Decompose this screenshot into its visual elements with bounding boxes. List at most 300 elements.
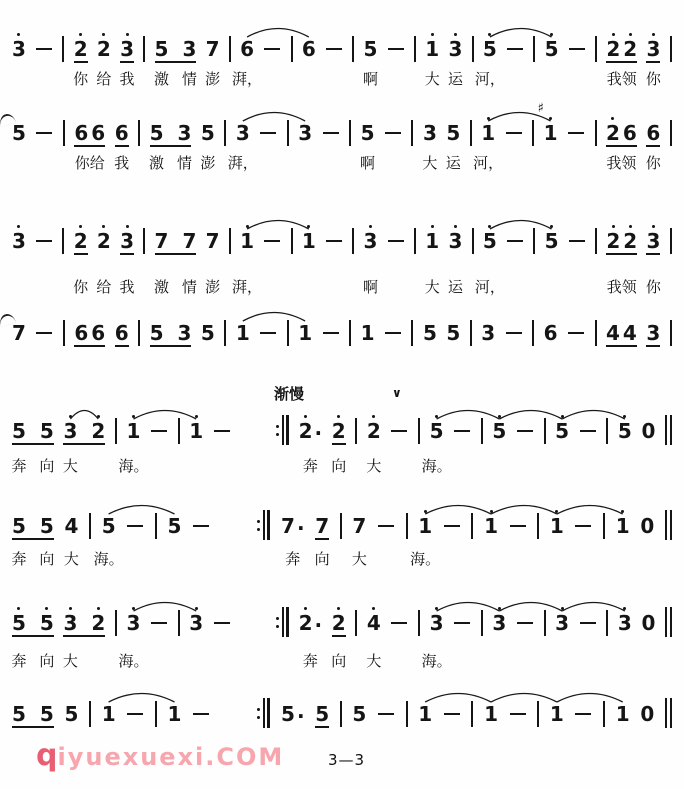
note-digit bbox=[12, 415, 26, 442]
beam-group bbox=[12, 510, 54, 540]
octave-dot-icon bbox=[45, 607, 48, 610]
beam-group bbox=[298, 117, 312, 147]
beam-group bbox=[64, 698, 78, 728]
note bbox=[299, 415, 323, 445]
note bbox=[201, 317, 215, 347]
note-digit bbox=[178, 317, 192, 344]
note-digit bbox=[332, 607, 346, 634]
note-group bbox=[155, 225, 197, 255]
beam-group bbox=[446, 317, 460, 347]
lyric-syllable: 大 bbox=[62, 652, 78, 670]
barline bbox=[138, 120, 140, 146]
tempo-label: 渐慢 bbox=[274, 385, 305, 403]
beam-group bbox=[364, 225, 378, 255]
digit: 3 bbox=[177, 321, 192, 345]
duration-dash bbox=[35, 317, 53, 347]
octave-dot-icon bbox=[550, 33, 553, 36]
final-barline bbox=[665, 698, 672, 728]
final-barline bbox=[665, 415, 672, 445]
octave-dot-icon bbox=[435, 607, 438, 610]
note bbox=[236, 117, 250, 147]
note bbox=[12, 117, 26, 147]
digit: 7 bbox=[154, 229, 169, 253]
digit: 6 bbox=[74, 321, 89, 345]
barline bbox=[89, 701, 91, 727]
note-digit bbox=[12, 33, 26, 60]
beam-group bbox=[367, 607, 381, 637]
barline bbox=[670, 320, 672, 346]
lyric-syllable: 澎 bbox=[200, 154, 216, 172]
duration-dash bbox=[377, 698, 395, 728]
duration-dash bbox=[579, 415, 597, 445]
lyric-syllable: 我 bbox=[114, 154, 130, 172]
octave-dot-icon bbox=[132, 607, 135, 610]
augmentation-dot: · bbox=[296, 704, 305, 728]
note bbox=[616, 510, 630, 540]
beam-group bbox=[367, 415, 381, 445]
octave-dot-icon bbox=[561, 415, 564, 418]
music-line-7 bbox=[12, 599, 672, 672]
music-line-1 bbox=[12, 25, 672, 91]
digit: 4 bbox=[366, 611, 381, 635]
octave-dot-icon bbox=[435, 415, 438, 418]
digit: 1 bbox=[543, 121, 558, 145]
note-digit bbox=[120, 33, 134, 60]
bar-stroke bbox=[286, 607, 289, 637]
digit: 0 bbox=[641, 419, 656, 443]
digit: 5 bbox=[39, 702, 54, 726]
barline bbox=[115, 610, 117, 636]
duration-dash bbox=[263, 33, 281, 63]
beam-group bbox=[201, 117, 215, 147]
lyric-syllable: 大 bbox=[366, 652, 382, 670]
note bbox=[646, 33, 660, 63]
octave-dot-icon bbox=[304, 607, 307, 610]
note-digit bbox=[555, 415, 569, 442]
note bbox=[484, 510, 498, 540]
digit: 3 bbox=[555, 611, 570, 635]
duration-dash bbox=[443, 698, 461, 728]
beam-group bbox=[281, 510, 305, 540]
octave-dot-icon bbox=[550, 225, 553, 228]
note-digit bbox=[155, 33, 169, 60]
notes-row bbox=[12, 225, 672, 255]
beam-group bbox=[646, 317, 660, 347]
barline bbox=[349, 120, 351, 146]
barline bbox=[481, 418, 483, 444]
lyric-syllable: 情 bbox=[181, 278, 197, 296]
lyric-syllable: 奔 bbox=[11, 457, 27, 475]
octave-dot-icon bbox=[454, 33, 457, 36]
barline bbox=[340, 701, 342, 727]
digit: 5 bbox=[12, 611, 26, 635]
digit: 3 bbox=[363, 229, 378, 253]
beam-group bbox=[425, 33, 439, 63]
digit: 2 bbox=[623, 37, 638, 61]
repeat-sign bbox=[257, 698, 270, 728]
note-digit bbox=[298, 117, 312, 144]
beam-group bbox=[641, 415, 655, 445]
spacer bbox=[240, 437, 266, 445]
barline bbox=[532, 120, 534, 146]
bar-stroke bbox=[282, 607, 284, 637]
lyric-syllable: 奔 bbox=[302, 457, 318, 475]
beam-group bbox=[361, 117, 375, 147]
digit: 1 bbox=[189, 419, 204, 443]
octave-dot-icon bbox=[611, 117, 614, 120]
digit: 2 bbox=[298, 419, 313, 443]
note bbox=[12, 33, 26, 63]
lyric-syllable: 河， bbox=[474, 278, 505, 296]
octave-dot-icon bbox=[79, 225, 82, 228]
note-group bbox=[74, 317, 105, 347]
duration-dash bbox=[384, 317, 402, 347]
note-digit bbox=[364, 225, 378, 252]
note bbox=[168, 698, 182, 728]
digit: 2 bbox=[606, 229, 621, 253]
note-digit bbox=[425, 33, 439, 60]
barline bbox=[355, 418, 357, 444]
digit: 5 bbox=[492, 419, 507, 443]
note bbox=[240, 33, 254, 63]
note-digit bbox=[281, 510, 295, 537]
digit: 2 bbox=[605, 121, 620, 145]
digit: 6 bbox=[646, 121, 661, 145]
lyric-syllable: 给 bbox=[96, 70, 112, 88]
digit: 1 bbox=[418, 702, 433, 726]
note-digit bbox=[352, 510, 366, 537]
note-digit bbox=[115, 317, 129, 344]
octave-dot-icon bbox=[102, 33, 105, 36]
note bbox=[364, 225, 378, 255]
note bbox=[189, 607, 203, 637]
digit: 1 bbox=[360, 321, 375, 345]
note bbox=[102, 510, 116, 540]
note bbox=[115, 117, 129, 147]
note-digit bbox=[423, 317, 437, 344]
octave-dot-icon bbox=[69, 415, 72, 418]
octave-dot-icon bbox=[372, 415, 375, 418]
beam-group bbox=[74, 33, 88, 63]
beam-group bbox=[423, 317, 437, 347]
note-digit bbox=[315, 698, 329, 725]
digit: 1 bbox=[298, 321, 313, 345]
note-digit bbox=[182, 225, 196, 252]
dot bbox=[276, 433, 279, 436]
duration-dash bbox=[35, 33, 53, 63]
beam-group bbox=[423, 117, 437, 147]
beam-group bbox=[550, 698, 564, 728]
note-digit bbox=[240, 33, 254, 60]
lyric-syllable: 我领 bbox=[606, 70, 637, 88]
digit: 5 bbox=[555, 419, 570, 443]
lyric-syllable: 向 bbox=[39, 457, 55, 475]
digit: 1 bbox=[615, 514, 630, 538]
note bbox=[425, 225, 439, 255]
note-group bbox=[74, 117, 105, 147]
octave-dot-icon bbox=[132, 415, 135, 418]
note-digit bbox=[115, 117, 129, 144]
barline bbox=[287, 320, 289, 346]
digit: 0 bbox=[640, 514, 655, 538]
note-digit bbox=[12, 317, 26, 344]
note-digit bbox=[606, 117, 620, 144]
digit: 4 bbox=[64, 514, 79, 538]
note bbox=[206, 33, 220, 63]
digit: 7 bbox=[205, 229, 220, 253]
note bbox=[537, 101, 558, 147]
duration-dash bbox=[213, 415, 231, 445]
barline bbox=[291, 228, 293, 254]
barline bbox=[340, 513, 342, 539]
digit: 5 bbox=[12, 514, 26, 538]
repeat-dots bbox=[276, 425, 279, 436]
beam-group bbox=[236, 117, 250, 147]
digit: 1 bbox=[615, 702, 630, 726]
note bbox=[555, 607, 569, 637]
barline bbox=[595, 320, 597, 346]
octave-dot-icon bbox=[195, 415, 198, 418]
beam-group bbox=[302, 33, 316, 63]
note-digit bbox=[97, 33, 111, 60]
barline bbox=[606, 418, 608, 444]
digit: 5 bbox=[544, 37, 559, 61]
bar-stroke bbox=[665, 415, 667, 445]
augmentation-dot: · bbox=[314, 421, 323, 445]
music-line-8 bbox=[12, 690, 672, 732]
bar-stroke bbox=[670, 698, 672, 728]
beam-group bbox=[189, 415, 203, 445]
watermark-logo: q bbox=[36, 738, 58, 773]
digit: 1 bbox=[418, 514, 433, 538]
beam-group bbox=[97, 33, 111, 63]
barline bbox=[606, 610, 608, 636]
note bbox=[281, 510, 305, 540]
digit: 5 bbox=[39, 514, 54, 538]
digit: 1 bbox=[126, 419, 141, 443]
beam-group bbox=[12, 225, 26, 255]
barline bbox=[418, 610, 420, 636]
beam-group bbox=[545, 225, 559, 255]
note-digit bbox=[641, 607, 655, 634]
barline bbox=[471, 701, 473, 727]
digit: 0 bbox=[641, 611, 656, 635]
digit: 2 bbox=[606, 37, 621, 61]
beam-group bbox=[481, 117, 495, 147]
digit: 5 bbox=[101, 514, 116, 538]
note-group bbox=[606, 317, 637, 347]
barline bbox=[411, 120, 413, 146]
digit: 1 bbox=[549, 514, 564, 538]
repeat-sign bbox=[276, 607, 289, 637]
note-digit bbox=[206, 225, 220, 252]
beam-group bbox=[446, 117, 460, 147]
digit: 3 bbox=[429, 611, 444, 635]
duration-dash bbox=[509, 510, 527, 540]
notes-row bbox=[12, 510, 672, 540]
lyric-syllable: 啊 bbox=[362, 278, 379, 296]
digit: 3 bbox=[448, 229, 463, 253]
duration-dash bbox=[574, 510, 592, 540]
digit: 1 bbox=[425, 37, 440, 61]
note bbox=[127, 415, 141, 445]
digit: 3 bbox=[298, 121, 313, 145]
note bbox=[97, 33, 111, 63]
note-digit bbox=[623, 225, 637, 252]
barline bbox=[143, 36, 145, 62]
note bbox=[646, 317, 660, 347]
note-digit bbox=[430, 607, 444, 634]
digit: 5 bbox=[149, 321, 164, 345]
barline bbox=[63, 320, 65, 346]
note-digit bbox=[361, 117, 375, 144]
octave-dot-icon bbox=[17, 225, 20, 228]
barline bbox=[481, 610, 483, 636]
digit: 5 bbox=[429, 419, 444, 443]
notes-row bbox=[12, 101, 672, 147]
dot bbox=[276, 617, 279, 620]
duration-dash bbox=[505, 117, 523, 147]
note bbox=[206, 225, 220, 255]
note-digit bbox=[299, 415, 313, 442]
beam-group bbox=[12, 415, 54, 445]
duration-dash bbox=[192, 510, 210, 540]
barline bbox=[537, 701, 539, 727]
note-digit bbox=[120, 225, 134, 252]
digit: 3 bbox=[126, 611, 141, 635]
music-line-4 bbox=[12, 309, 672, 351]
octave-dot-icon bbox=[561, 607, 564, 610]
octave-dot-icon bbox=[431, 33, 434, 36]
octave-dot-icon bbox=[337, 415, 340, 418]
note bbox=[481, 317, 495, 347]
note-digit bbox=[425, 225, 439, 252]
note bbox=[616, 698, 630, 728]
octave-dot-icon bbox=[97, 607, 100, 610]
music-line-3 bbox=[12, 217, 672, 299]
barline bbox=[544, 418, 546, 444]
bar-stroke bbox=[263, 510, 265, 540]
beam-group bbox=[448, 225, 462, 255]
digit: 5 bbox=[482, 229, 497, 253]
beam-group bbox=[102, 510, 116, 540]
note-digit bbox=[315, 510, 329, 537]
augmentation-dot: · bbox=[314, 613, 323, 637]
digit: 7 bbox=[12, 321, 26, 345]
digit: 2 bbox=[91, 611, 106, 635]
note bbox=[298, 117, 312, 147]
digit: 5 bbox=[446, 121, 461, 145]
beam-group bbox=[64, 510, 78, 540]
beam-group bbox=[555, 415, 569, 445]
note-digit bbox=[189, 607, 203, 634]
duration-dash bbox=[213, 607, 231, 637]
octave-dot-icon bbox=[498, 607, 501, 610]
note bbox=[484, 698, 498, 728]
note-digit bbox=[12, 225, 26, 252]
note-digit bbox=[12, 117, 26, 144]
final-barline bbox=[665, 607, 672, 637]
octave-dot-icon bbox=[246, 225, 249, 228]
barline bbox=[155, 513, 157, 539]
beam-group bbox=[640, 698, 654, 728]
bar-stroke bbox=[670, 510, 672, 540]
barline bbox=[595, 228, 597, 254]
lyric-syllable: 澎 bbox=[205, 278, 221, 296]
lyric-syllable: 激 bbox=[153, 278, 170, 296]
note bbox=[618, 607, 632, 637]
octave-dot-icon bbox=[369, 225, 372, 228]
note bbox=[483, 225, 497, 255]
note-digit bbox=[40, 415, 54, 442]
barline bbox=[603, 701, 605, 727]
note bbox=[446, 317, 460, 347]
digit: 1 bbox=[549, 702, 564, 726]
note bbox=[189, 415, 203, 445]
note-digit bbox=[127, 607, 141, 634]
note-digit bbox=[606, 225, 620, 252]
note bbox=[281, 698, 305, 728]
bar-stroke bbox=[670, 607, 672, 637]
barline bbox=[472, 228, 474, 254]
beam-group bbox=[640, 510, 654, 540]
duration-dash bbox=[516, 607, 534, 637]
duration-dash bbox=[35, 225, 53, 255]
note-digit bbox=[74, 317, 88, 344]
lyric-syllable: 向 bbox=[314, 550, 330, 568]
note bbox=[550, 698, 564, 728]
note-digit bbox=[182, 33, 196, 60]
lyric-syllable: 我 bbox=[119, 278, 135, 296]
note-digit bbox=[492, 415, 506, 442]
sharp-icon: ♯ bbox=[537, 101, 544, 116]
note bbox=[640, 510, 654, 540]
digit: 3 bbox=[120, 37, 135, 61]
digit: 7 bbox=[352, 514, 367, 538]
note bbox=[646, 225, 660, 255]
lyric-syllable: 激 bbox=[149, 154, 165, 172]
lyric-syllable: 澎 bbox=[205, 70, 221, 88]
duration-dash bbox=[322, 317, 340, 347]
beam-group bbox=[545, 33, 559, 63]
digit: 1 bbox=[240, 229, 255, 253]
lyric-syllable: 你 bbox=[645, 278, 661, 296]
beam-group bbox=[12, 33, 26, 63]
note-digit bbox=[302, 33, 316, 60]
digit: 7 bbox=[205, 37, 220, 61]
digit: 3 bbox=[177, 121, 192, 145]
octave-dot-icon bbox=[629, 225, 632, 228]
beam-group bbox=[646, 33, 660, 63]
barline bbox=[472, 36, 474, 62]
note-digit bbox=[40, 698, 54, 725]
lyric-syllable: 海。 bbox=[93, 550, 124, 568]
note bbox=[64, 510, 78, 540]
octave-dot-icon bbox=[126, 33, 129, 36]
beam-group bbox=[189, 607, 203, 637]
octave-dot-icon bbox=[623, 607, 626, 610]
digit: 7 bbox=[315, 514, 330, 538]
note-digit bbox=[550, 698, 564, 725]
beam-group bbox=[201, 317, 215, 347]
note-group bbox=[12, 607, 54, 637]
note bbox=[120, 225, 134, 255]
barline bbox=[229, 228, 231, 254]
barline bbox=[287, 120, 289, 146]
watermark bbox=[36, 738, 284, 773]
note-digit bbox=[367, 415, 381, 442]
digit: 2 bbox=[331, 611, 346, 635]
